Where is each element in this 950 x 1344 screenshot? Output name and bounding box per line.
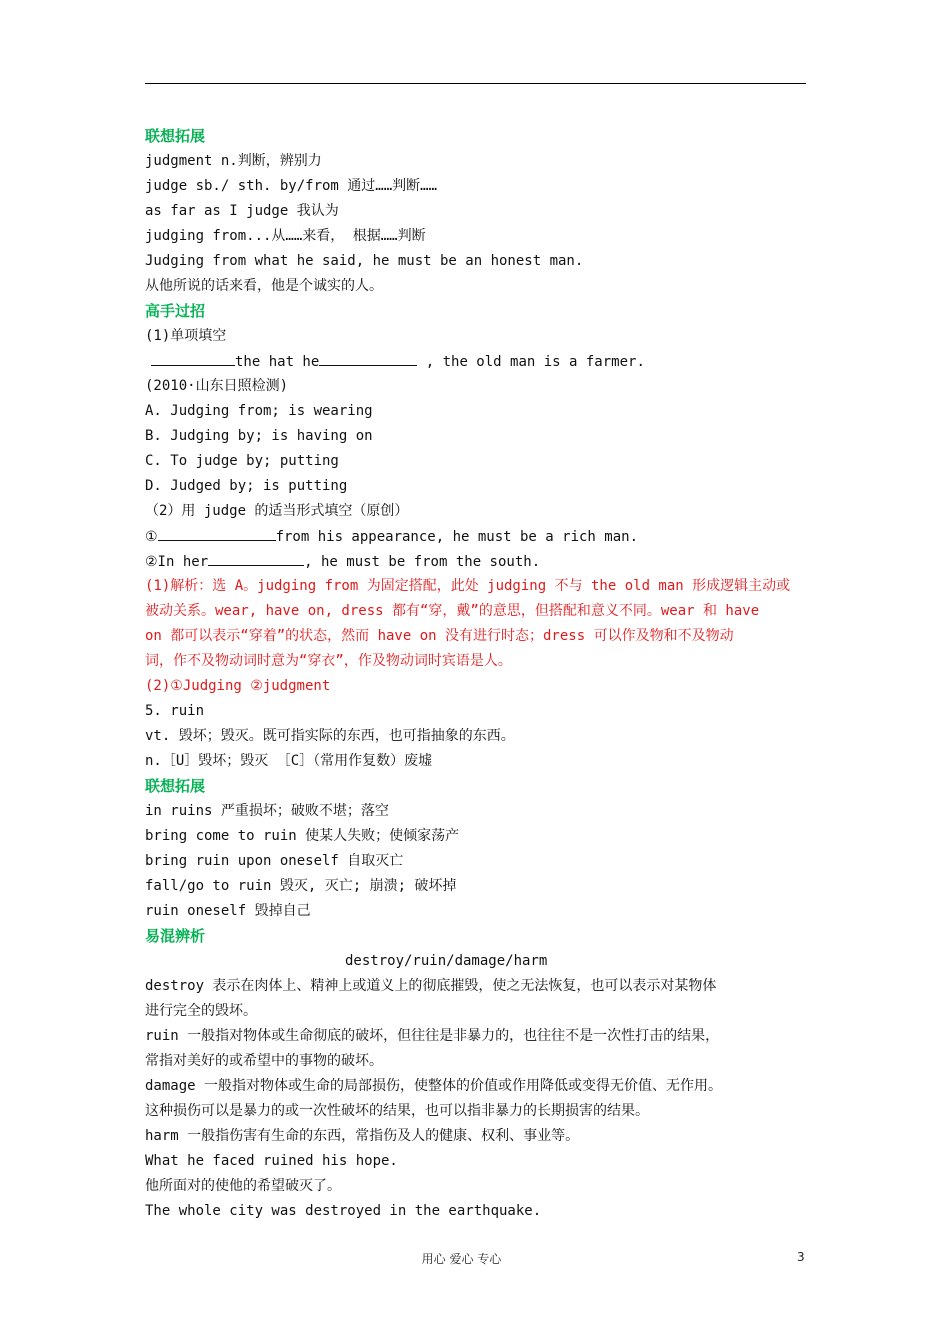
text-line: harm 一般指伤害有生命的东西，常指伤及人的健康、权利、事业等。 <box>145 1128 580 1144</box>
question-title: （2）用 judge 的适当形式填空（原创） <box>145 503 409 519</box>
text-line: destroy 表示在肉体上、精神上或道义上的彻底摧毁，使之无法恢复，也可以表示对某物体 <box>145 978 717 994</box>
section-heading: 易混辨析 <box>145 927 206 945</box>
text-line: 他所面对的使他的希望破灭了。 <box>145 1178 341 1194</box>
footer-text: 用心 爱心 专心 <box>421 1252 502 1266</box>
text-line: bring come to ruin 使某人失败；使倾家荡产 <box>145 828 460 844</box>
answer-text: on 都可以表示“穿着”的状态，然而 have on 没有进行时态；dress 可以作及物和不及物动 <box>145 628 734 644</box>
answer-text: (2)①Judging ②judgment <box>145 678 331 694</box>
answer-blank <box>319 349 417 366</box>
text-line: 5. ruin <box>145 703 205 719</box>
answer-blank <box>151 349 235 366</box>
question-title: (1)单项填空 <box>145 328 227 344</box>
text-line: judgment n.判断，辨别力 <box>145 153 322 169</box>
answer-text: 词，作不及物动词时意为“穿衣”，作及物动词时宾语是人。 <box>145 653 512 669</box>
fill-question: ① from his appearance, he must be a rich man. <box>145 524 825 549</box>
answer-blank <box>158 524 276 541</box>
comparison-title: destroy/ruin/damage/harm <box>345 953 548 969</box>
option-a: A. Judging from; is wearing <box>145 403 373 419</box>
question-stem: the hat he , the old man is a farmer. <box>145 349 825 374</box>
text-line: vt. 毁坏；毁灭。既可指实际的东西，也可指抽象的东西。 <box>145 728 515 744</box>
text-line: 从他所说的话来看，他是个诚实的人。 <box>145 278 383 294</box>
question-source: (2010·山东日照检测) <box>145 378 289 394</box>
section-heading: 联想拓展 <box>145 777 206 795</box>
text-line: Judging from what he said, he must be an honest man. <box>145 253 584 269</box>
option-c: C. To judge by; putting <box>145 453 339 469</box>
text-line: n.［U］毁坏；毁灭 ［C］（常用作复数）废墟 <box>145 753 433 769</box>
text-line: ruin oneself 毁掉自己 <box>145 903 311 919</box>
header-rule <box>145 83 806 84</box>
section-heading: 高手过招 <box>145 302 206 320</box>
document-body <box>145 124 825 1224</box>
answer-text: 被动关系。wear, have on, dress 都有“穿，戴”的意思，但搭配和意义不同。wear 和 have <box>145 603 760 619</box>
page-footer <box>0 1248 950 1268</box>
text-line: 常指对美好的或希望中的事物的破坏。 <box>145 1053 383 1069</box>
section-heading: 联想拓展 <box>145 127 206 145</box>
answer-blank <box>208 549 304 566</box>
text-line: What he faced ruined his hope. <box>145 1153 398 1169</box>
page-number: 3 <box>797 1250 805 1264</box>
option-b: B. Judging by; is having on <box>145 428 373 444</box>
text-line: fall/go to ruin 毁灭, 灭亡; 崩溃; 破坏掉 <box>145 878 457 894</box>
fill-question: ②In her , he must be from the south. <box>145 549 825 574</box>
text-line: bring ruin upon oneself 自取灭亡 <box>145 853 404 869</box>
text-line: The whole city was destroyed in the earthquake. <box>145 1203 542 1219</box>
text-line: in ruins 严重损坏；破败不堪；落空 <box>145 803 389 819</box>
text-line: damage 一般指对物体或生命的局部损伤，使整体的价值或作用降低或变得无价值、无作用。 <box>145 1078 722 1094</box>
text-line: as far as I judge 我认为 <box>145 203 339 219</box>
text-line: judge sb./ sth. by/from 通过……判断…… <box>145 178 438 194</box>
text-line: judging from...从……来看， 根据……判断 <box>145 228 426 244</box>
answer-text: (1)解析：选 A。judging from 为固定搭配，此处 judging 不与 the old man 形成逻辑主动或 <box>145 578 791 594</box>
option-d: D. Judged by; is putting <box>145 478 348 494</box>
text-line: 进行完全的毁坏。 <box>145 1003 257 1019</box>
text-line: ruin 一般指对物体或生命彻底的破坏，但往往是非暴力的，也往往不是一次性打击的结果， <box>145 1028 720 1044</box>
text-line: 这种损伤可以是暴力的或一次性破坏的结果，也可以指非暴力的长期损害的结果。 <box>145 1103 649 1119</box>
